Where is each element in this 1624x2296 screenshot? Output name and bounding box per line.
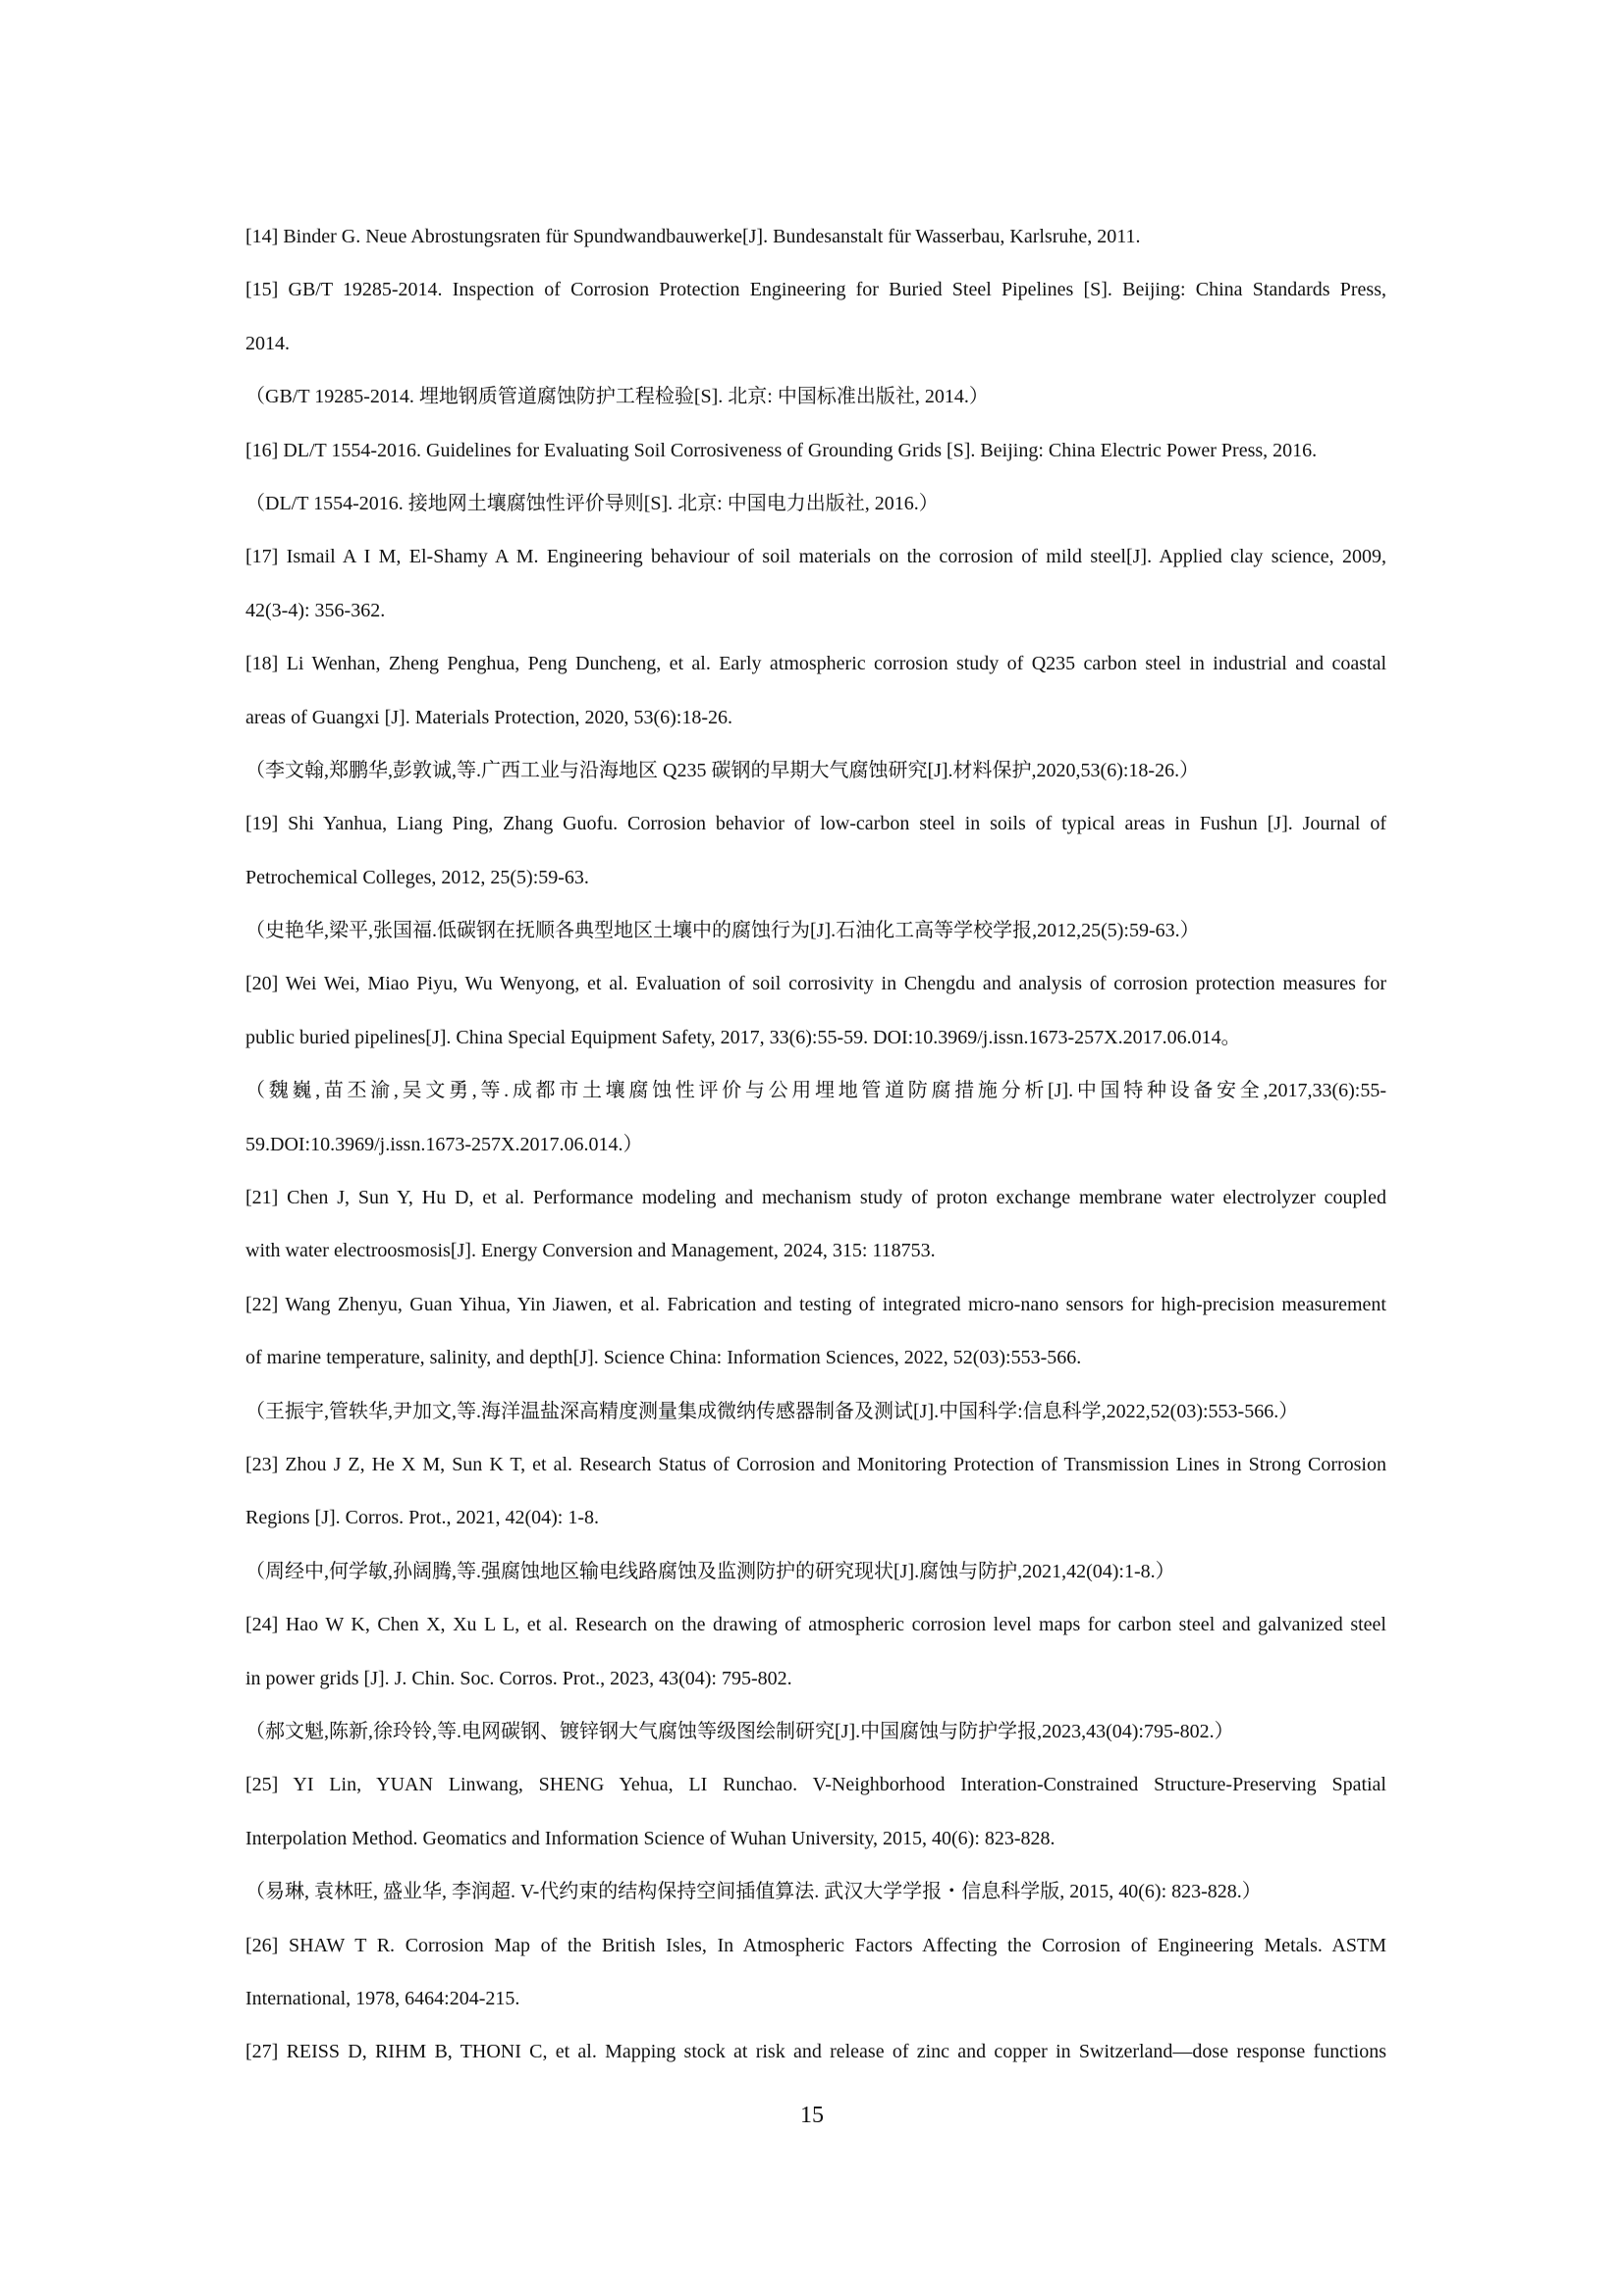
reference-line: in power grids [J]. J. Chin. Soc. Corros. Prot., 2023, 43(04): 795-802. bbox=[245, 1667, 792, 1689]
reference-line: （魏巍,苗丕渝,吴文勇,等.成都市土壤腐蚀性评价与公用埋地管道防腐措施分析[J].中国特种设备安全,2017,33(6):55- bbox=[245, 1080, 1386, 1102]
reference-line: 59.DOI:10.3969/j.issn.1673-257X.2017.06.014.） bbox=[245, 1133, 643, 1155]
reference-line: （李文翰,郑鹏华,彭敦诚,等.广西工业与沿海地区 Q235 碳钢的早期大气腐蚀研究[J].材料保护,2020,53(6):18-26.） bbox=[245, 759, 1200, 781]
reference-line: [19] Shi Yanhua, Liang Ping, Zhang Guofu. Corrosion behavior of low-carbon steel in soils of typical areas in Fushun [J]. Journal of bbox=[245, 813, 1386, 835]
reference-line: [14] Binder G. Neue Abrostungsraten für Spundwandbauwerke[J]. Bundesanstalt für Wasserbau, Karlsruhe, 2011. bbox=[245, 226, 1141, 247]
page-number: 15 bbox=[800, 2103, 824, 2128]
reference-line: [15] GB/T 19285-2014. Inspection of Corrosion Protection Engineering for Buried Steel Pipelines [S]. Beijing: China Standards Press, bbox=[245, 279, 1386, 301]
reference-line: （王振宇,管轶华,尹加文,等.海洋温盐深高精度测量集成微纳传感器制备及测试[J].中国科学:信息科学,2022,52(03):553-566.） bbox=[245, 1400, 1299, 1422]
reference-line: [18] Li Wenhan, Zheng Penghua, Peng Duncheng, et al. Early atmospheric corrosion study of Q235 carbon steel in industrial and coastal bbox=[245, 653, 1386, 675]
reference-line: with water electroosmosis[J]. Energy Conversion and Management, 2024, 315: 118753. bbox=[245, 1240, 936, 1262]
reference-line: of marine temperature, salinity, and depth[J]. Science China: Information Sciences, 2022, 52(03):553-566. bbox=[245, 1347, 1082, 1369]
reference-line: [27] REISS D, RIHM B, THONI C, et al. Mapping stock at risk and release of zinc and copper in Switzerland—dose response functions bbox=[245, 2041, 1386, 2063]
reference-line: [24] Hao W K, Chen X, Xu L L, et al. Research on the drawing of atmospheric corrosion level maps for carbon steel and galvanized steel bbox=[245, 1614, 1386, 1636]
reference-line: [16] DL/T 1554-2016. Guidelines for Evaluating Soil Corrosiveness of Grounding Grids [S]. Beijing: China Electric Power Press, 2016. bbox=[245, 439, 1318, 461]
reference-line: Interpolation Method. Geomatics and Information Science of Wuhan University, 2015, 40(6): 823-828. bbox=[245, 1827, 1056, 1849]
reference-line: public buried pipelines[J]. China Special Equipment Safety, 2017, 33(6):55-59. DOI:10.3969/j.issn.1673-257X.2017.06.014。 bbox=[245, 1026, 1241, 1048]
reference-line: [25] YI Lin, YUAN Linwang, SHENG Yehua, LI Runchao. V-Neighborhood Interation-Constrained Structure-Preserving Spatial bbox=[245, 1774, 1386, 1796]
reference-line: [17] Ismail A I M, El-Shamy A M. Engineering behaviour of soil materials on the corrosion of mild steel[J]. Applied clay science, 2009, bbox=[245, 546, 1386, 568]
reference-line: （易琳, 袁林旺, 盛业华, 李润超. V-代约束的结构保持空间插值算法. 武汉大学学报・信息科学版, 2015, 40(6): 823-828.） bbox=[245, 1881, 1262, 1903]
reference-line: （GB/T 19285-2014. 埋地钢质管道腐蚀防护工程检验[S]. 北京: 中国标准出版社, 2014.） bbox=[245, 386, 989, 408]
reference-line: （郝文魁,陈新,徐玲铃,等.电网碳钢、镀锌钢大气腐蚀等级图绘制研究[J].中国腐蚀与防护学报,2023,43(04):795-802.） bbox=[245, 1720, 1234, 1742]
reference-line: [22] Wang Zhenyu, Guan Yihua, Yin Jiawen, et al. Fabrication and testing of integrated micro-nano sensors for high-precision measurement bbox=[245, 1293, 1386, 1315]
reference-line: [26] SHAW T R. Corrosion Map of the British Isles, In Atmospheric Factors Affecting the Corrosion of Engineering Metals. ASTM bbox=[245, 1934, 1386, 1956]
reference-line: （周经中,何学敏,孙阔腾,等.强腐蚀地区输电线路腐蚀及监测防护的研究现状[J].腐蚀与防护,2021,42(04):1-8.） bbox=[245, 1560, 1175, 1582]
reference-line: （DL/T 1554-2016. 接地网土壤腐蚀性评价导则[S]. 北京: 中国电力出版社, 2016.） bbox=[245, 492, 939, 514]
reference-line: Regions [J]. Corros. Prot., 2021, 42(04): 1-8. bbox=[245, 1507, 599, 1529]
reference-line: [20] Wei Wei, Miao Piyu, Wu Wenyong, et al. Evaluation of soil corrosivity in Chengdu and analysis of corrosion protection measures for bbox=[245, 973, 1386, 995]
reference-line: 2014. bbox=[245, 332, 290, 354]
reference-line: International, 1978, 6464:204-215. bbox=[245, 1987, 520, 2009]
reference-line: 42(3-4): 356-362. bbox=[245, 599, 386, 621]
reference-line: （史艳华,梁平,张国福.低碳钢在抚顺各典型地区土壤中的腐蚀行为[J].石油化工高等学校学报,2012,25(5):59-63.） bbox=[245, 920, 1200, 942]
reference-line: [21] Chen J, Sun Y, Hu D, et al. Performance modeling and mechanism study of proton exchange membrane water electrolyzer coupled bbox=[245, 1187, 1386, 1209]
reference-line: [23] Zhou J Z, He X M, Sun K T, et al. Research Status of Corrosion and Monitoring Protection of Transmission Lines in Strong Corrosion bbox=[245, 1453, 1386, 1475]
reference-line: areas of Guangxi [J]. Materials Protection, 2020, 53(6):18-26. bbox=[245, 706, 732, 728]
reference-list bbox=[245, 210, 1386, 2079]
reference-line: Petrochemical Colleges, 2012, 25(5):59-63. bbox=[245, 866, 589, 888]
